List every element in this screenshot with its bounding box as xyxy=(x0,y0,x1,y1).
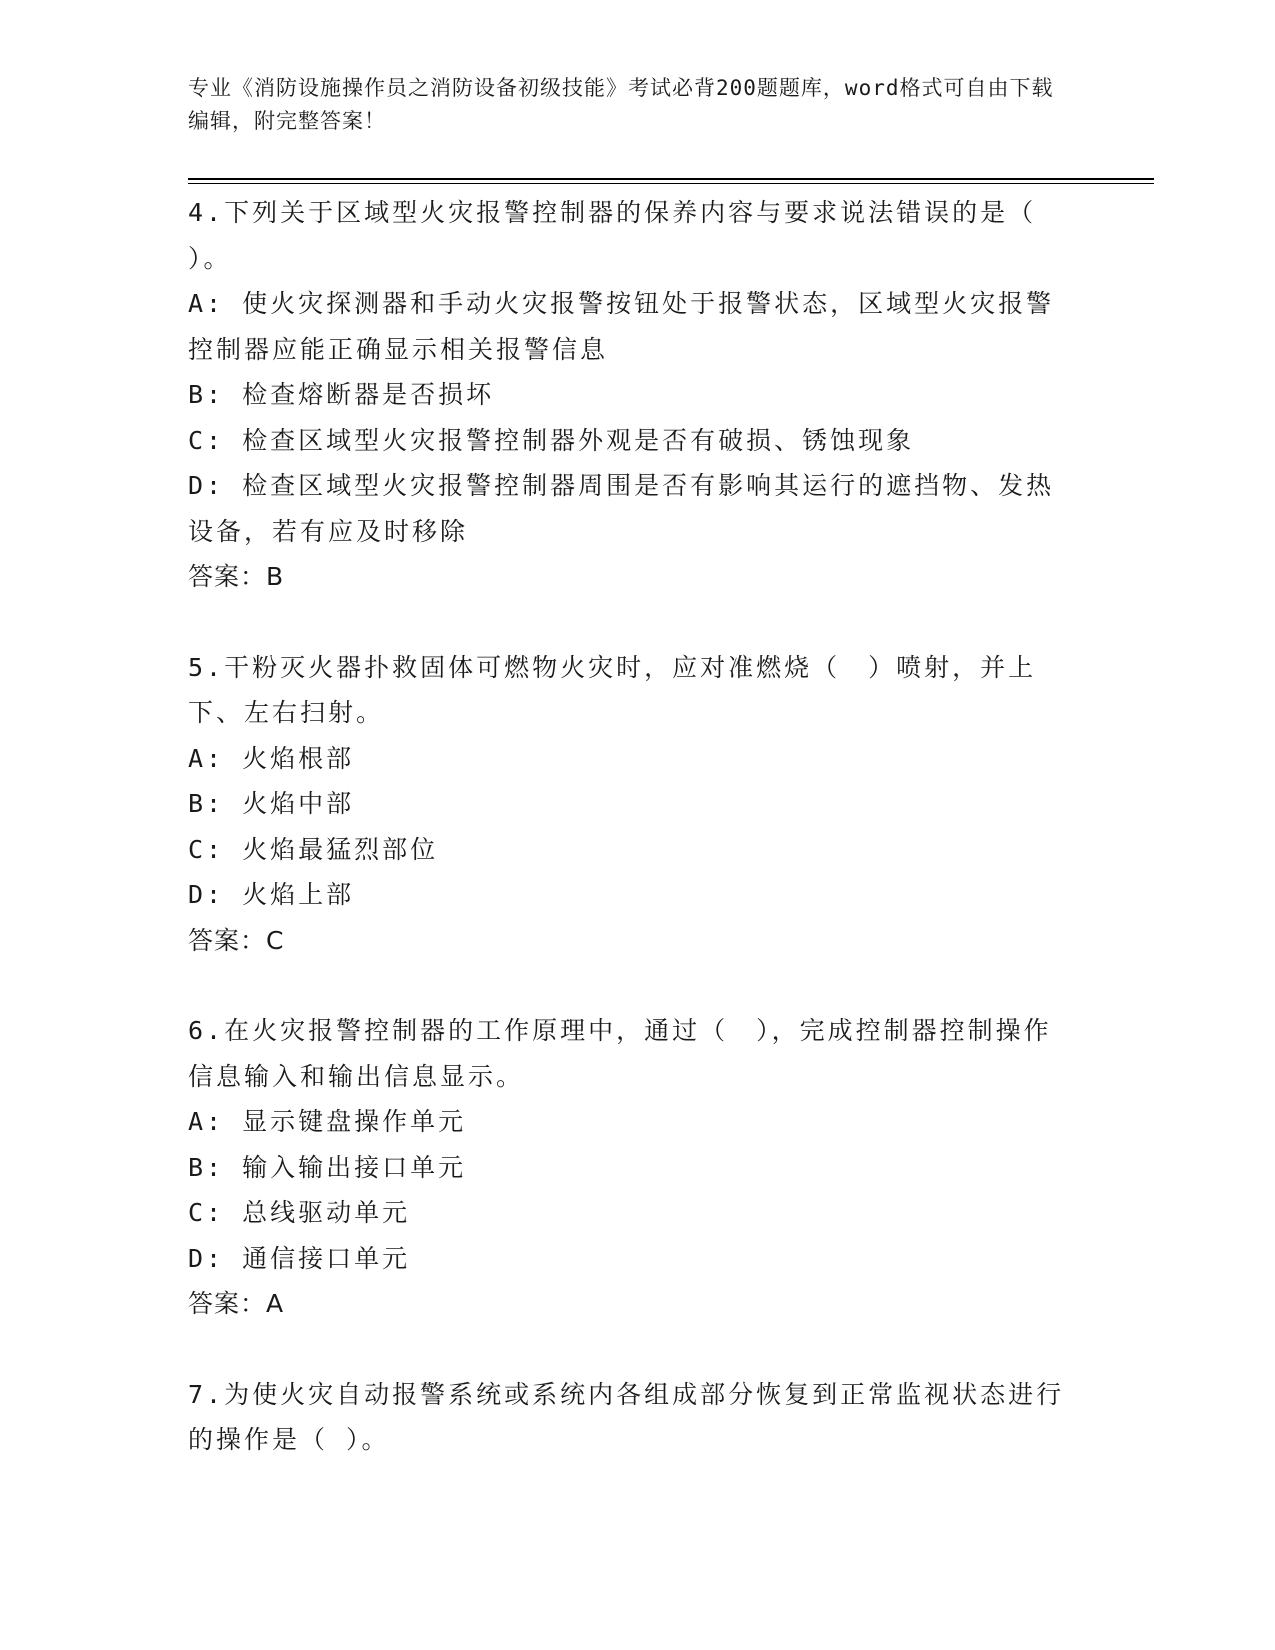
option-d: D: 火焰上部 xyxy=(188,880,355,909)
option-d: D: 通信接口单元 xyxy=(188,1243,411,1273)
answer-label: 答案：B xyxy=(188,562,285,591)
option-d: D: 检查区域型火灾报警控制器周围是否有影响其运行的遮挡物、发热设备，若有应及时移除 xyxy=(188,471,1055,546)
option-c: C: 火焰最猛烈部位 xyxy=(188,834,439,864)
header-divider-thick xyxy=(188,178,1154,180)
option-b: B: 检查熔断器是否损坏 xyxy=(188,380,495,409)
question-list xyxy=(188,190,1078,1508)
option-c: C: 检查区域型火灾报警控制器外观是否有破损、锈蚀现象 xyxy=(188,425,915,455)
question-5 xyxy=(188,645,1078,964)
answer-label: 答案：A xyxy=(188,1289,285,1318)
document-intro: 专业《消防设施操作员之消防设备初级技能》考试必背200题题库，word格式可自由下载编辑，附完整答案！ xyxy=(188,76,1054,133)
option-a: A: 火焰根部 xyxy=(188,743,355,773)
question-6 xyxy=(188,1008,1078,1327)
question-4 xyxy=(188,190,1078,600)
option-b: B: 输入输出接口单元 xyxy=(188,1152,467,1182)
question-stem: 7.为使火灾自动报警系统或系统内各组成部分恢复到正常监视状态进行的操作是（ ）。 xyxy=(188,1379,1065,1454)
option-a: A: 使火灾探测器和手动火灾报警按钮处于报警状态，区域型火灾报警控制器应能正确显示相关报警信息 xyxy=(188,289,1055,364)
question-stem: 5.干粉灭火器扑救固体可燃物火灾时，应对准燃烧（ ）喷射，并上下、左右扫射。 xyxy=(188,652,1037,727)
header-divider-thin xyxy=(188,183,1154,184)
question-stem: 6.在火灾报警控制器的工作原理中，通过（ ），完成控制器控制操作信息输入和输出信息显示。 xyxy=(188,1016,1052,1091)
option-b: B: 火焰中部 xyxy=(188,789,355,818)
question-7 xyxy=(188,1372,1078,1463)
answer-label: 答案：C xyxy=(188,925,285,955)
option-a: A: 显示键盘操作单元 xyxy=(188,1107,467,1136)
option-c: C: 总线驱动单元 xyxy=(188,1198,411,1227)
question-stem: 4.下列关于区域型火灾报警控制器的保养内容与要求说法错误的是（ ）。 xyxy=(188,198,1037,273)
